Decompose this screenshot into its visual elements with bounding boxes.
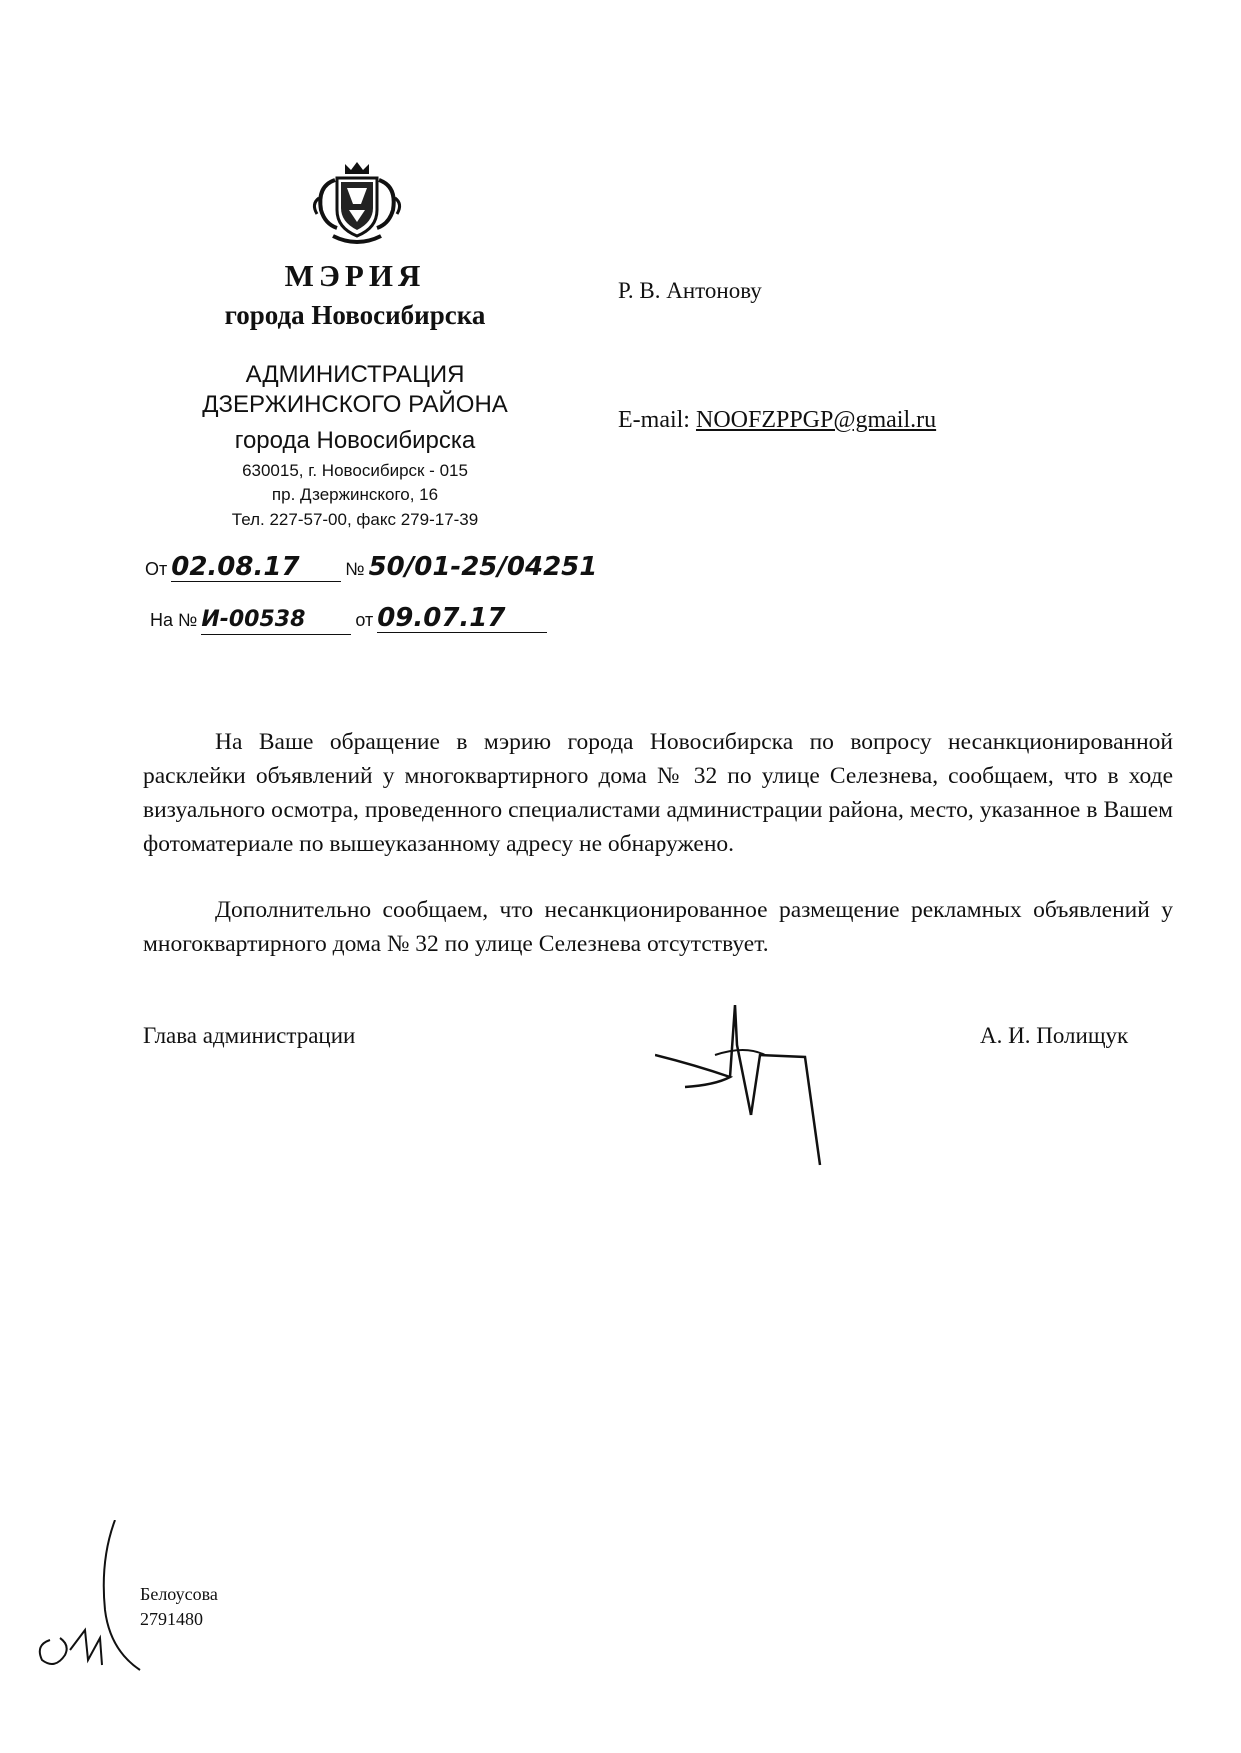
reply-date-label: от [355,610,374,630]
recipient-name: Р. В. Антонову [618,278,762,303]
reply-label: На № [150,610,198,630]
admin-city: города Новосибирска [234,427,476,454]
address-line-1: 630015, г. Новосибирск - 015 [242,461,468,480]
body-paragraph-2: Дополнительно сообщаем, что несанкционированное размещение рекламных объявлений у многоквартирного дома № 32 по улице Селезнева отсутствует. [143,897,1173,957]
body-paragraph-1: На Ваше обращение в мэрию города Новосибирска по вопросу несанкционированной расклейки объявлений у многоквартирного дома № 32 по улице Селезнева, сообщаем, что в ходе визуального осмотра, проведенного специалистами администрации района, место, указанное в Вашем фотоматериале по вышеуказанному адресу не обнаружено. [143,729,1173,857]
handwritten-signature-icon [655,1005,835,1175]
recipient-email [618,407,936,434]
reply-number: И-00538 [201,606,351,635]
contacts-line: Тел. 227-57-00, факс 279-17-39 [231,510,479,529]
outgoing-number: 50/01-25/04251 [368,552,598,582]
admin-district: ДЗЕРЖИНСКОГО РАЙОНА [202,391,508,418]
from-label: От [145,559,168,579]
org-title: МЭРИЯ [284,258,426,293]
executor-name: Белоусова [140,1584,218,1604]
email-link[interactable]: NOOFZPPGP@gmail.ru [695,407,937,433]
incoming-reference [150,604,547,635]
city-emblem-icon [307,158,407,248]
outgoing-reference [145,553,659,582]
executor-phone: 2791480 [140,1609,203,1629]
admin-title: АДМИНИСТРАЦИЯ [245,361,465,388]
outgoing-date: 02.08.17 [171,553,341,582]
reply-date: 09.07.17 [377,604,547,633]
email-label: E-mail: [618,407,690,433]
signatory-name: А. И. Полищук [980,1023,1129,1048]
number-label: № [345,559,365,579]
address-line-2: пр. Дзержинского, 16 [271,485,439,504]
org-city: города Новосибирска [224,300,486,330]
signatory-position: Глава администрации [143,1023,356,1048]
